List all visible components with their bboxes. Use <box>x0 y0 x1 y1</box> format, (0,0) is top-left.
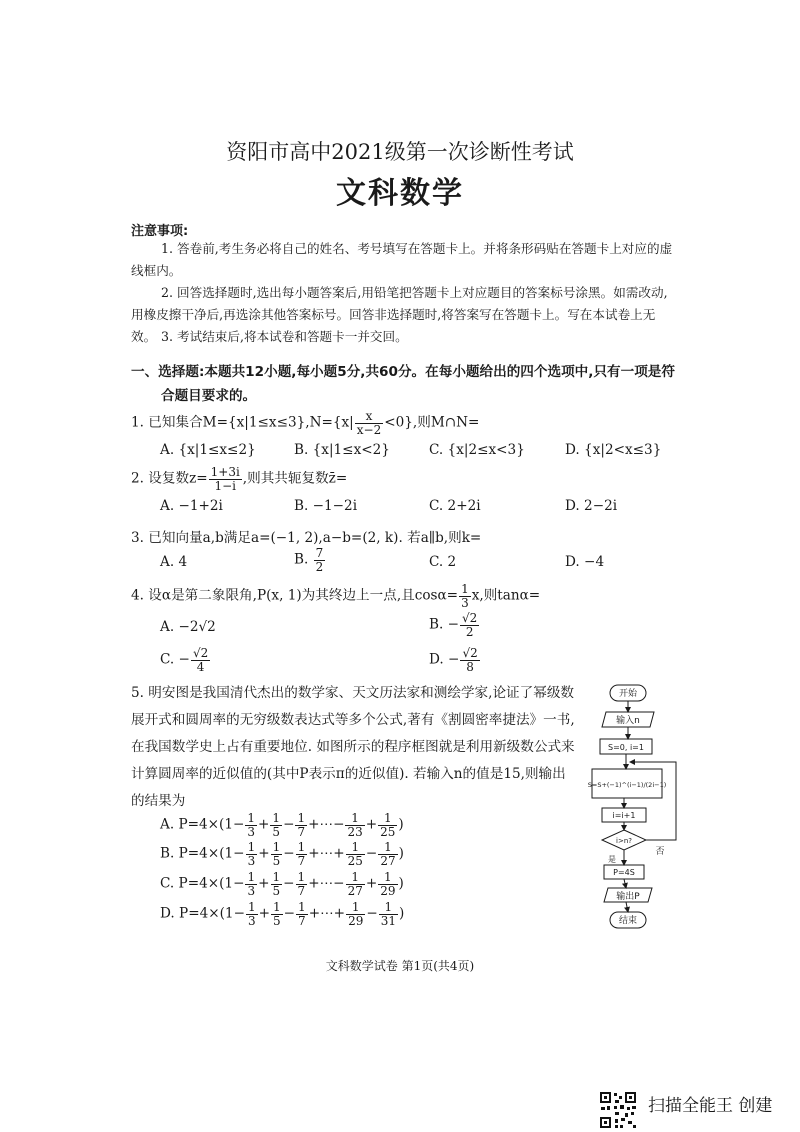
q4-b-den: 2 <box>465 624 474 639</box>
q4-option-d-frac <box>460 647 479 673</box>
q4-option-c-frac <box>191 647 210 673</box>
q5-term-fraction <box>295 812 307 838</box>
q5-term-fraction <box>271 901 283 927</box>
q4-c-num: √2 <box>192 646 209 660</box>
q5-term-den: 31 <box>380 913 397 928</box>
q5-term-fraction <box>346 841 365 867</box>
q5-close-paren: ) <box>399 905 405 922</box>
exam-title: 资阳市高中2021级第一次诊断性考试 <box>226 140 574 164</box>
q5-term-num: 1 <box>247 811 256 825</box>
q5-term-num: 1 <box>297 811 306 825</box>
q5-term-den: 29 <box>348 913 364 928</box>
question-2-stem <box>131 466 347 492</box>
q4-d-den: 8 <box>466 659 474 674</box>
q5-term-den: 25 <box>380 824 396 839</box>
flow-init-text: S=0, i=1 <box>608 743 644 752</box>
q5-term-num: 1 <box>298 900 306 914</box>
q5-term-num: 1 <box>378 871 397 885</box>
flow-arrow <box>626 902 628 912</box>
q5-term-num: 1 <box>297 840 306 854</box>
flow-loop-arrow <box>630 762 676 840</box>
q5-term-num: 1 <box>346 871 365 885</box>
q1-stem-b: <0},则M∩N= <box>384 414 480 431</box>
flow-start-text: 开始 <box>618 689 638 699</box>
q5-term-den: 7 <box>297 824 306 839</box>
q5-term-fraction <box>345 812 364 838</box>
notice-heading: 注意事项: <box>131 224 189 239</box>
question-3-stem: 3. 已知向量a,b满足a=(−1, 2),a−b=(2, k). 若a∥b,则k= <box>131 530 482 546</box>
q5-term-fraction <box>296 901 308 927</box>
q5-term-num: 1 <box>378 812 397 826</box>
q5-term-sign: + <box>365 816 378 833</box>
q5-option-b <box>160 841 404 867</box>
q5-term-num: 1 <box>272 811 281 825</box>
q3-option-b <box>294 547 326 573</box>
q5-term-den: 7 <box>297 853 306 868</box>
q2-stem-a: 2. 设复数z= <box>131 470 208 487</box>
flow-calc-text: P=4S <box>613 868 635 877</box>
q5-term-sign: − <box>283 905 296 922</box>
q5-term-sign: +⋯+ <box>308 845 345 862</box>
q1-option-b: B. {x|1≤x<2} <box>294 442 390 458</box>
q5-close-paren: ) <box>398 845 404 862</box>
q5-close-paren: ) <box>398 816 404 833</box>
q5-term-sign: + <box>365 875 378 892</box>
q5-term-den: 5 <box>272 824 281 839</box>
q5-term-den: 3 <box>247 883 256 898</box>
notice-item-3: 3. 考试结束后,将本试卷和答题卡一并交回。 <box>161 329 408 344</box>
q4-option-d-label: D. − <box>429 651 460 668</box>
q5-term-fraction <box>245 871 257 897</box>
q1-fraction <box>355 410 383 436</box>
q5-option-label: C. P=4×(1− <box>160 875 245 892</box>
q5-option-c <box>160 871 404 897</box>
q5-term-den: 3 <box>247 853 256 868</box>
q5-term-fraction <box>296 871 308 897</box>
q5-term-sign: − <box>366 905 378 922</box>
q5-term-den: 5 <box>272 883 281 898</box>
q5-term-den: 23 <box>347 824 363 839</box>
q2-frac-den: 1−i <box>214 478 236 493</box>
q5-option-label: D. P=4×(1− <box>160 905 245 922</box>
q5-term-sign: − <box>283 845 295 862</box>
flow-incr-text: i=i+1 <box>612 811 636 820</box>
q1-option-a: A. {x|1≤x≤2} <box>160 442 256 458</box>
q1-stem-a: 1. 已知集合M={x|1≤x≤3},N={x| <box>131 414 354 431</box>
q5-term-den: 7 <box>298 913 306 928</box>
q2-option-b: B. −1−2i <box>294 498 358 514</box>
q5-term-fraction <box>378 841 397 867</box>
q4-option-c-label: C. − <box>160 651 190 668</box>
q5-option-d <box>160 901 404 927</box>
q1-frac-den: x−2 <box>356 422 382 437</box>
q5-term-num: 1 <box>345 812 364 826</box>
q5-term-fraction <box>378 871 397 897</box>
q5-term-num: 1 <box>272 870 281 884</box>
flow-output-text: 输出P <box>616 892 640 902</box>
q2-frac-num: 1+3i <box>210 465 240 479</box>
flow-yes-label: 是 <box>608 855 616 864</box>
q5-term-sign: + <box>258 816 270 833</box>
program-flowchart <box>580 682 690 932</box>
q5-term-fraction <box>378 812 397 838</box>
q2-option-c: C. 2+2i <box>429 498 481 514</box>
q5-option-label: B. P=4×(1− <box>160 845 245 862</box>
section-heading-line1: 一、选择题:本题共12小题,每小题5分,共60分。在每小题给出的四个选项中,只有一项是符 <box>131 364 675 380</box>
q4-stem-b: x,则tanα= <box>471 587 541 604</box>
q5-term-sign: + <box>258 845 270 862</box>
q5-term-den: 5 <box>273 913 281 928</box>
q5-term-sign: − <box>283 816 295 833</box>
q5-term-sign: − <box>283 875 295 892</box>
q4-option-d <box>429 647 481 673</box>
q4-option-c <box>160 647 211 673</box>
q5-term-num: 1 <box>297 870 306 884</box>
flow-arrow <box>624 879 626 888</box>
q5-term-num: 1 <box>247 840 256 854</box>
q5-term-den: 3 <box>247 913 256 928</box>
q5-term-sign: + <box>258 875 270 892</box>
q4-option-a: A. −2√2 <box>160 619 216 635</box>
q5-term-fraction <box>271 871 283 897</box>
q3-b-den: 2 <box>315 559 324 574</box>
q5-term-den: 29 <box>380 883 396 898</box>
notice-item-1: 1. 答卷前,考生务必将自己的姓名、考号填写在答题卡上。并将条形码贴在答题卡上对应的虚线框内。 <box>131 241 673 278</box>
q4-d-num: √2 <box>462 646 478 660</box>
page-footer: 文科数学试卷 第1页(共4页) <box>325 959 475 973</box>
flow-cond-text: i>n? <box>616 837 632 845</box>
q5-term-num: 1 <box>346 901 365 915</box>
q3-option-b-frac <box>314 547 326 573</box>
flow-no-label: 否 <box>655 847 665 857</box>
q5-term-sign: + <box>258 905 271 922</box>
q4-fraction <box>459 583 471 609</box>
q4-frac-den: 3 <box>461 595 469 610</box>
q5-term-fraction <box>246 841 258 867</box>
q5-term-sign: +⋯+ <box>308 905 346 922</box>
q5-term-num: 1 <box>272 840 281 854</box>
scanner-watermark: 扫描全能王 创建 <box>648 1096 773 1116</box>
notice-item-2: 2. 回答选择题时,选出每小题答案后,用铅笔把答题卡上对应题目的答案标号涂黑。如需改动,用橡皮擦干净后,再选涂其他答案标号。回答非选择题时,将答案写在答题卡上。写在本试卷上无效。 <box>131 285 668 344</box>
q5-term-num: 1 <box>247 870 256 884</box>
q5-term-fraction <box>346 871 365 897</box>
q5-term-num: 1 <box>379 901 398 915</box>
q2-option-a: A. −1+2i <box>160 498 223 514</box>
q5-term-fraction <box>346 901 365 927</box>
q1-frac-num: x <box>355 410 383 424</box>
q3-b-num: 7 <box>315 546 324 560</box>
q4-c-den: 4 <box>196 659 205 674</box>
q3-option-b-label: B. <box>294 551 309 568</box>
flow-end-text: 结束 <box>618 916 638 926</box>
q4-option-b <box>429 612 480 638</box>
flow-input-text: 输入n <box>616 716 640 726</box>
qr-code-icon <box>598 1090 638 1130</box>
q3-option-d: D. −4 <box>565 554 605 570</box>
q5-term-den: 5 <box>272 853 281 868</box>
q5-term-den: 7 <box>297 883 306 898</box>
q5-term-sign: +⋯− <box>308 875 345 892</box>
q3-option-c: C. 2 <box>429 554 457 570</box>
question-1-stem <box>131 410 479 436</box>
q1-option-c: C. {x|2≤x<3} <box>429 442 525 458</box>
q5-option-a <box>160 812 404 838</box>
q5-term-fraction <box>271 841 283 867</box>
q5-term-fraction <box>296 841 308 867</box>
q2-stem-b: ,则其共轭复数z̄= <box>242 470 348 487</box>
question-5-stem: 5. 明安图是我国清代杰出的数学家、天文历法家和测绘学家,论证了幂级数展开式和圆周率的无穷级数表达式等多个公式,著有《割圆密率捷法》一书,在我国数学史上占有重要地位. 如图所示的程序框图就是利用新级数公式来计算圆周率的近似值的(其中P表示π的近似值). 若输入n的值是15,则输出的结果为 <box>131 685 575 809</box>
q3-option-a: A. 4 <box>160 554 188 570</box>
q4-stem-a: 4. 设α是第二象限角,P(x, 1)为其终边上一点,且cosα= <box>131 587 459 604</box>
q5-term-num: 1 <box>247 900 256 914</box>
q5-term-den: 27 <box>380 853 396 868</box>
question-4-stem <box>131 583 540 609</box>
flow-update-text: S=S+(−1)^(i−1)/(2i−1) <box>587 781 667 789</box>
subject-title: 文科数学 <box>336 176 464 211</box>
q5-term-fraction <box>270 812 282 838</box>
q4-option-b-frac <box>460 612 479 638</box>
q5-term-fraction <box>245 812 257 838</box>
section-heading-line2: 合题目要求的。 <box>161 388 257 404</box>
q5-term-sign: − <box>365 845 378 862</box>
q2-option-d: D. 2−2i <box>565 498 618 514</box>
q5-term-num: 1 <box>378 841 397 855</box>
q5-term-fraction <box>379 901 398 927</box>
q1-option-d: D. {x|2<x≤3} <box>565 442 662 458</box>
q4-option-b-label: B. − <box>429 616 460 633</box>
q5-option-label: A. P=4×(1− <box>160 816 245 833</box>
q5-term-num: 1 <box>346 841 365 855</box>
q4-frac-num: 1 <box>461 582 469 596</box>
q5-term-den: 3 <box>247 824 256 839</box>
q5-close-paren: ) <box>398 875 404 892</box>
q5-term-fraction <box>246 901 258 927</box>
q2-fraction <box>209 466 242 492</box>
section-heading <box>131 360 686 408</box>
q5-term-den: 27 <box>347 883 363 898</box>
q5-term-den: 25 <box>347 853 363 868</box>
q5-term-num: 1 <box>273 900 281 914</box>
q5-term-sign: +⋯− <box>308 816 345 833</box>
q4-b-num: √2 <box>462 611 478 625</box>
